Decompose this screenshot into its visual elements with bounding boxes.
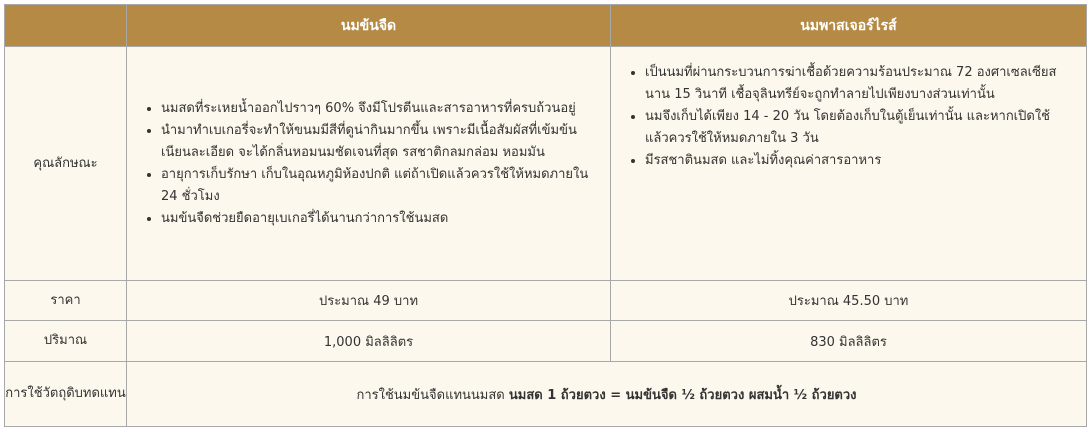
list-item: • นำมาทำเบเกอรี่จะทำให้ขนมมีสีที่ดูน่ากินมากขึ้น เพราะมีเนื้อสัมผัสที่เข้มข้น เนียนละเอียด จะได้กลิ่นหอมนมชัดเจนที่สุด รสชาติกลมกล่อม หอมมัน [161,120,596,164]
list-item: • มีรสชาตินมสด และไม่ทิ้งคุณค่าสารอาหาร [645,150,1072,172]
substitute-formula: นมสด 1 ถ้วยตวง = นมข้นจืด ½ ถ้วยตวง ผสมน้ำ ½ ถ้วยตวง [508,387,857,403]
list-item: • นมจึงเก็บได้เพียง 14 - 20 วัน โดยต้องเก็บในตู้เย็นเท่านั้น และหากเปิดใช้แล้วควรใช้ให้หมดภายใน 3 วัน [645,106,1072,150]
row-quantity [5,321,1087,362]
header-corner [5,5,127,47]
price-evaporated: ประมาณ 49 บาท [127,281,611,321]
characteristics-pasteurized-cell [611,47,1087,281]
list-item: • เป็นนมที่ผ่านกระบวนการฆ่าเชื้อด้วยความร้อนประมาณ 72 องศาเซลเซียส นาน 15 วินาที เชื้อจุลินทรีย์จะถูกทำลายไปเพียงบางส่วนเท่านั้น [645,62,1072,106]
header-row [5,5,1087,47]
list-item: • นมข้นจืดช่วยยืดอายุเบเกอรี่ได้นานกว่าการใช้นมสด [161,208,596,230]
comparison-table [4,4,1087,427]
row-characteristics [5,47,1087,281]
row-label-price: ราคา [5,281,127,321]
quantity-evaporated: 1,000 มิลลิลิตร [127,321,611,362]
price-pasteurized: ประมาณ 45.50 บาท [611,281,1087,321]
list-item: • นมสดที่ระเหยน้ำออกไปราวๆ 60% จึงมีโปรตีนและสารอาหารที่ครบถ้วนอยู่ [161,98,596,120]
row-price [5,281,1087,321]
row-substitute [5,362,1087,427]
header-evaporated-milk: นมข้นจืด [127,5,611,47]
characteristics-evaporated-cell [127,47,611,281]
row-label-substitute: การใช้วัตถุดิบทดแทน [5,362,127,427]
quantity-pasteurized: 830 มิลลิลิตร [611,321,1087,362]
row-label-characteristics: คุณลักษณะ [5,47,127,281]
characteristics-pasteurized-list [611,47,1086,187]
list-item: • อายุการเก็บรักษา เก็บในอุณหภูมิห้องปกติ แต่ถ้าเปิดแล้วควรใช้ให้หมดภายใน 24 ชั่วโมง [161,164,596,208]
substitute-cell [127,362,1087,427]
row-label-quantity: ปริมาณ [5,321,127,362]
header-pasteurized-milk: นมพาสเจอร์ไรส์ [611,5,1087,47]
substitute-text: การใช้นมข้นจืดแทนนมสด [356,387,505,403]
characteristics-evaporated-list [127,83,610,245]
